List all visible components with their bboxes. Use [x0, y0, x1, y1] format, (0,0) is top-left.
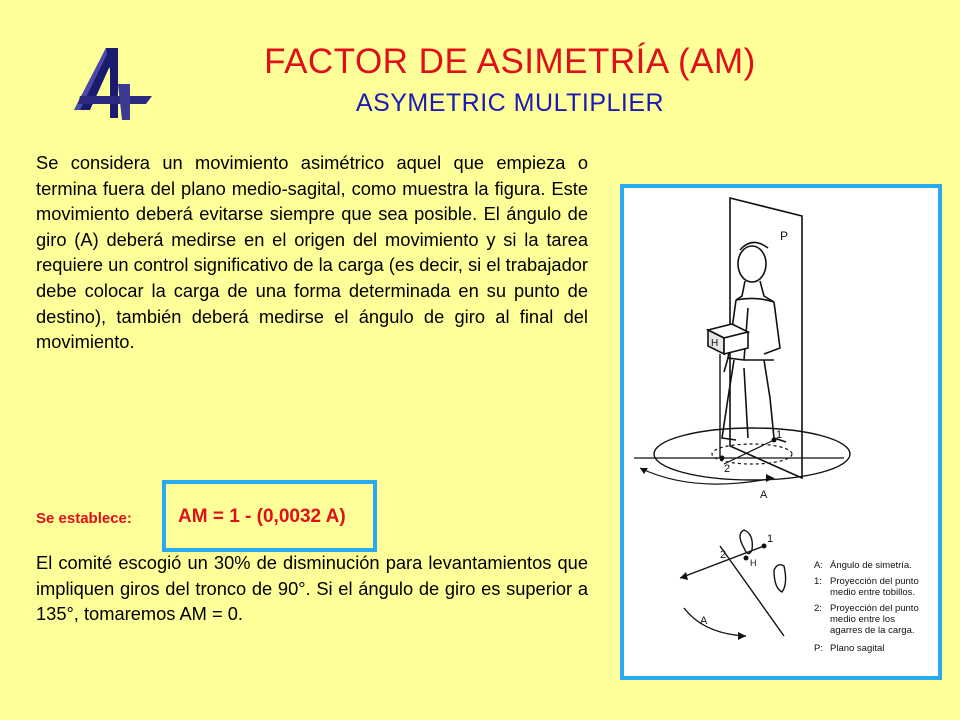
legend-key-1: 1: — [814, 576, 822, 587]
point-2-label: 2 — [724, 463, 731, 475]
legend-text-2-3: agarres de la carga. — [830, 625, 915, 636]
legend-text-2-2: medio entre los — [830, 614, 895, 625]
legend-text-2-1: Proyección del punto — [830, 603, 919, 614]
legend-text-1-2: medio entre tobillos. — [830, 587, 916, 598]
legend-text-p-1: Plano sagital — [830, 643, 885, 654]
angle-label-top: A — [760, 489, 768, 501]
page-title: FACTOR DE ASIMETRÍA (AM) — [264, 42, 756, 81]
legend-text-a-1: Ángulo de simetría. — [830, 560, 912, 571]
formula-text: AM = 1 - (0,0032 A) — [178, 506, 346, 527]
description-paragraph: Se considera un movimiento asimétrico aquel que empieza o termina fuera del plano medio-sagital, como muestra la figura. Este movimiento deberá evitarse siempre que sea posible. El ángulo de giro (A) deberá medirse en el origen del movimiento y si la tarea requiere un control significativo de la carga (es decir, si el trabajador debe colocar la carga de una forma determinada en su punto de destino), también deberá medirse el ángulo de giro al final del movimiento. — [36, 152, 588, 353]
legend-key-a: A: — [814, 560, 823, 571]
point-1-label: 1 — [776, 429, 783, 441]
plan-point-1-label: 1 — [767, 533, 774, 545]
asymmetry-figure — [620, 184, 942, 680]
legend-key-2: 2: — [814, 603, 822, 614]
establece-label: Se establece: — [36, 510, 132, 527]
top-angle-arc — [640, 468, 774, 484]
figure-legend — [814, 560, 919, 654]
asymmetry-illustration — [624, 188, 938, 676]
plan-view-diagram — [680, 530, 786, 636]
legend-key-p: P: — [814, 643, 823, 654]
plan-box-label: H — [750, 558, 757, 568]
angle-label-bottom: A — [700, 615, 708, 627]
logo-icon — [66, 44, 158, 124]
floor-ellipse — [654, 428, 850, 480]
committee-paragraph: El comité escogió un 30% de disminución para levantamientos que impliquen giros del tronco de 90°. Si el ángulo de giro es superior a 135°, tomaremos AM = 0. — [36, 552, 588, 625]
page-subtitle: ASYMETRIC MULTIPLIER — [355, 89, 665, 117]
plane-label: P — [780, 229, 789, 243]
legend-text-1-1: Proyección del punto — [830, 576, 919, 587]
box-label: H — [711, 338, 719, 349]
plan-point-2-label: 2 — [720, 549, 727, 561]
